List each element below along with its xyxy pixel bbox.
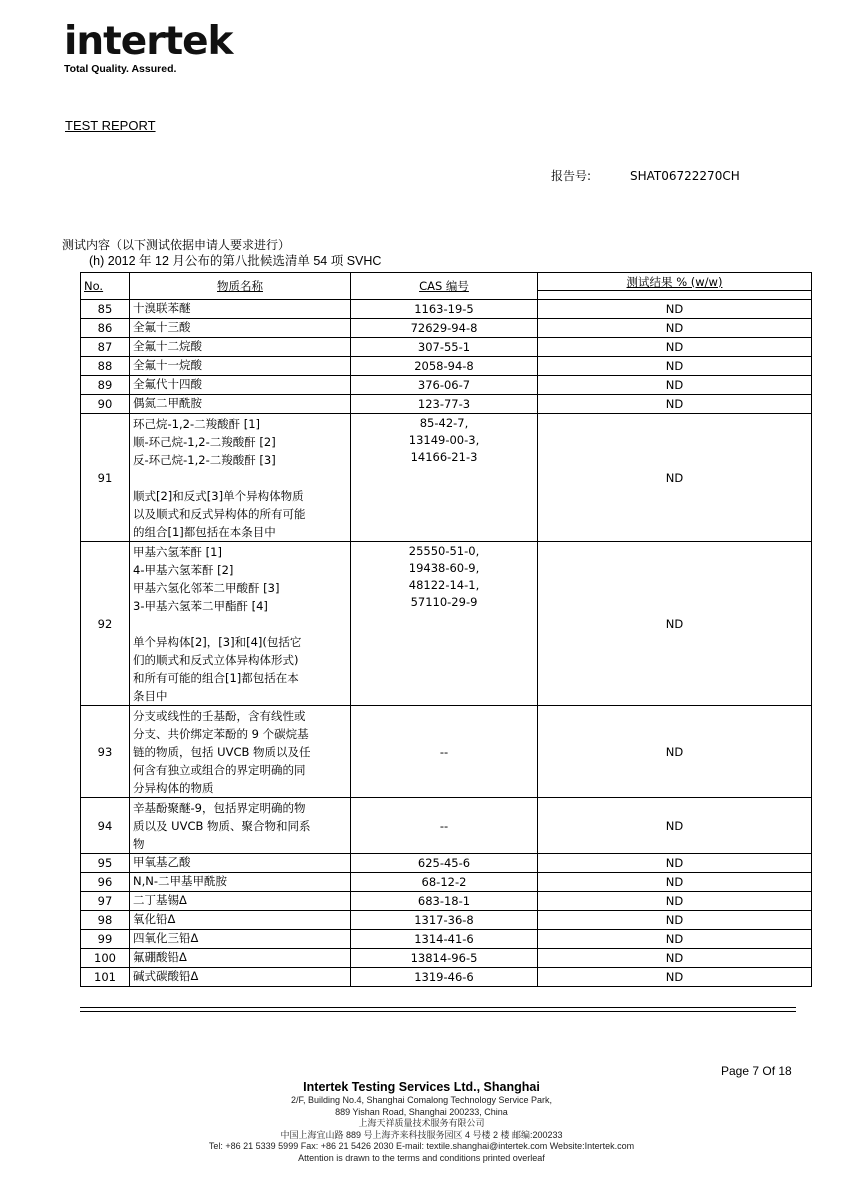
section-subheading: (h) 2012 年 12 月公布的第八批候选清单 54 项 SVHC [89, 254, 382, 268]
cell-substance-name [130, 930, 351, 949]
cell-cas-number [351, 542, 538, 706]
substance-name-line: 以及顺式和反式异构体的所有可能 [133, 507, 306, 521]
cell-no: 87 [81, 338, 130, 357]
cell-no: 96 [81, 873, 130, 892]
substance-name-line: 何含有独立或组合的界定明确的同 [133, 763, 306, 777]
report-number-value: SHAT06722270CH [630, 169, 740, 183]
footer-line: 上海天祥质量技术服务有限公司 [358, 1118, 485, 1128]
header-result-subcell [538, 291, 812, 300]
table-row [81, 414, 812, 542]
substance-name-line: 和所有可能的组合[1]都包括在本 [133, 671, 299, 685]
table-row [81, 892, 812, 911]
cell-test-result: ND [538, 300, 812, 319]
substance-name-line: 3-甲基六氢苯二甲酯酐 [4] [133, 599, 268, 613]
cell-cas-number [351, 968, 538, 987]
footer-company: Intertek Testing Services Ltd., Shanghai [303, 1080, 540, 1094]
cell-cas-number [351, 706, 538, 798]
substance-name-line [133, 469, 347, 487]
header-test-result: 测试结果 % (w/w) [538, 273, 812, 291]
substance-name-line: 二丁基锡Δ [133, 893, 187, 907]
cell-no: 97 [81, 892, 130, 911]
cell-no: 90 [81, 395, 130, 414]
cell-test-result: ND [538, 542, 812, 706]
cell-cas-number [351, 911, 538, 930]
table-row [81, 873, 812, 892]
cas-line: 683-18-1 [417, 893, 471, 908]
substance-name-line: N,N-二甲基甲酰胺 [133, 874, 228, 888]
substance-name-line: 分支、共价绑定苯酚的 9 个碳烷基 [133, 727, 309, 741]
cell-test-result: ND [538, 357, 812, 376]
footer-line: Tel: +86 21 5339 5999 Fax: +86 21 5426 2030 E-mail: textile.shanghai@intertek.com Website:Intertek.com [208, 1141, 635, 1151]
table-row [81, 798, 812, 854]
substance-name-line: 四氧化三铅Δ [133, 931, 199, 945]
cas-line: 25550-51-0, [408, 544, 480, 558]
page-number: Page 7 Of 18 [721, 1064, 792, 1078]
substance-name-line: 碱式碳酸铅Δ [133, 969, 199, 983]
table-row [81, 930, 812, 949]
test-section-heading [62, 237, 381, 269]
cell-no: 95 [81, 854, 130, 873]
cell-cas-number [351, 873, 538, 892]
cell-cas-number [351, 338, 538, 357]
substance-name-line: 甲氧基乙酸 [133, 855, 191, 869]
substance-name-line: 全氟代十四酸 [133, 377, 202, 391]
cell-substance-name [130, 300, 351, 319]
cas-line: 1319-46-6 [414, 969, 474, 984]
substance-name-line: 甲基六氢化邻苯二甲酸酐 [3] [133, 581, 280, 595]
cas-line: 48122-14-1, [408, 578, 480, 592]
substance-name-line: 辛基酚聚醚-9，包括界定明确的物 [133, 801, 306, 815]
cell-test-result: ND [538, 338, 812, 357]
cell-substance-name [130, 873, 351, 892]
logo-wordmark: intertek [64, 19, 233, 64]
cas-line: 1317-36-8 [414, 912, 474, 927]
cell-substance-name [130, 911, 351, 930]
report-number [551, 167, 740, 184]
cell-test-result: ND [538, 949, 812, 968]
cell-substance-name [130, 357, 351, 376]
cell-test-result: ND [538, 319, 812, 338]
substance-name-line: 条目中 [133, 689, 168, 703]
footer-line: Attention is drawn to the terms and conditions printed overleaf [298, 1152, 545, 1163]
cas-line: 123-77-3 [417, 396, 471, 411]
cell-test-result: ND [538, 873, 812, 892]
cell-test-result: ND [538, 395, 812, 414]
table-bottom-rule [80, 1007, 796, 1012]
cas-line: 68-12-2 [421, 874, 467, 889]
cas-line: 1163-19-5 [414, 301, 474, 316]
cell-no: 88 [81, 357, 130, 376]
substance-name-line: 偶氮二甲酰胺 [133, 396, 202, 410]
substance-name-line: 反-环己烷-1,2-二羧酸酐 [3] [133, 453, 276, 467]
cell-test-result: ND [538, 911, 812, 930]
substance-name-line: 环己烷-1,2-二羧酸酐 [1] [133, 417, 261, 431]
cas-line: -- [439, 744, 449, 759]
cell-cas-number [351, 300, 538, 319]
substance-name-line [133, 615, 347, 633]
cell-no: 85 [81, 300, 130, 319]
cas-line: 13149-00-3, [408, 433, 480, 447]
intertek-logo [64, 19, 233, 75]
table-row [81, 911, 812, 930]
cell-substance-name [130, 949, 351, 968]
report-number-label: 报告号: [551, 169, 592, 183]
table-row [81, 357, 812, 376]
cell-test-result: ND [538, 798, 812, 854]
table-row [81, 319, 812, 338]
header-no: No. [81, 273, 130, 300]
report-title: TEST REPORT [65, 118, 156, 133]
cell-cas-number [351, 357, 538, 376]
table-row [81, 542, 812, 706]
substance-name-line: 单个异构体[2]，[3]和[4](包括它 [133, 635, 302, 649]
cell-cas-number [351, 376, 538, 395]
cell-cas-number [351, 414, 538, 542]
substance-name-line: 链的物质，包括 UVCB 物质以及任 [133, 745, 311, 759]
section-heading: 测试内容（以下测试依据申请人要求进行） [62, 238, 291, 252]
cas-line: -- [439, 818, 449, 833]
cell-cas-number [351, 892, 538, 911]
table-row [81, 949, 812, 968]
cas-line: 307-55-1 [417, 339, 471, 354]
cell-substance-name [130, 376, 351, 395]
header-cas-number: CAS 编号 [351, 273, 538, 300]
substance-name-line: 分支或线性的壬基酚，含有线性或 [133, 709, 306, 723]
cell-no: 92 [81, 542, 130, 706]
footer-line: 中国上海宜山路 889 号上海齐来科技服务园区 4 号楼 2 楼 邮编:200233 [280, 1129, 563, 1140]
cell-no: 98 [81, 911, 130, 930]
cell-no: 101 [81, 968, 130, 987]
substance-name-line: 十溴联苯醚 [133, 301, 191, 315]
substance-name-line: 物 [133, 837, 145, 851]
cell-substance-name [130, 892, 351, 911]
cell-test-result: ND [538, 414, 812, 542]
table-row [81, 968, 812, 987]
cas-line: 72629-94-8 [410, 320, 478, 335]
substance-name-line: 的组合[1]都包括在本条目中 [133, 525, 276, 539]
table-row [81, 300, 812, 319]
cell-substance-name [130, 395, 351, 414]
cell-test-result: ND [538, 968, 812, 987]
cell-substance-name [130, 968, 351, 987]
substance-name-line: 全氟十二烷酸 [133, 339, 202, 353]
substance-name-line: 氧化铅Δ [133, 912, 176, 926]
cell-substance-name [130, 706, 351, 798]
cas-line: 13814-96-5 [410, 950, 478, 965]
header-substance-name: 物质名称 [130, 273, 351, 300]
cell-no: 93 [81, 706, 130, 798]
cell-cas-number [351, 949, 538, 968]
cell-no: 86 [81, 319, 130, 338]
cas-line: 57110-29-9 [410, 595, 478, 609]
cell-cas-number [351, 798, 538, 854]
cell-substance-name [130, 798, 351, 854]
substance-name-line: 们的顺式和反式立体异构体形式) [133, 653, 299, 667]
cas-line: 19438-60-9, [408, 561, 480, 575]
table-row [81, 376, 812, 395]
footer-line: 2/F, Building No.4, Shanghai Comalong Technology Service Park, [291, 1095, 552, 1105]
cell-no: 100 [81, 949, 130, 968]
table-row [81, 395, 812, 414]
footer-line: 889 Yishan Road, Shanghai 200233, China [335, 1106, 508, 1117]
cell-no: 94 [81, 798, 130, 854]
footer [0, 1080, 843, 1164]
cas-line: 14166-21-3 [410, 450, 478, 464]
table-row [81, 706, 812, 798]
cas-line: 625-45-6 [417, 855, 471, 870]
substance-name-line: 氟硼酸铅Δ [133, 950, 187, 964]
substance-name-line: 4-甲基六氢苯酐 [2] [133, 563, 234, 577]
cas-line: 2058-94-8 [414, 358, 474, 373]
cell-cas-number [351, 395, 538, 414]
cell-test-result: ND [538, 854, 812, 873]
cas-line: 376-06-7 [417, 377, 471, 392]
cell-cas-number [351, 319, 538, 338]
cell-substance-name [130, 338, 351, 357]
substance-name-line: 分异构体的物质 [133, 781, 214, 795]
logo-tagline: Total Quality. Assured. [64, 63, 177, 75]
cell-substance-name [130, 319, 351, 338]
cell-substance-name [130, 414, 351, 542]
cell-substance-name [130, 854, 351, 873]
cas-line: 1314-41-6 [414, 931, 474, 946]
table-row [81, 854, 812, 873]
cas-line: 85-42-7, [419, 416, 469, 430]
cell-substance-name [130, 542, 351, 706]
substance-name-line: 质以及 UVCB 物质、聚合物和同系 [133, 819, 311, 833]
cell-no: 91 [81, 414, 130, 542]
cell-no: 99 [81, 930, 130, 949]
substance-name-line: 顺-环己烷-1,2-二羧酸酐 [2] [133, 435, 276, 449]
substance-name-line: 顺式[2]和反式[3]单个异构体物质 [133, 489, 304, 503]
substance-name-line: 甲基六氢苯酐 [1] [133, 545, 222, 559]
table-row [81, 338, 812, 357]
cell-test-result: ND [538, 930, 812, 949]
substance-name-line: 全氟十三酸 [133, 320, 191, 334]
cell-no: 89 [81, 376, 130, 395]
cell-cas-number [351, 930, 538, 949]
cell-test-result: ND [538, 706, 812, 798]
cell-test-result: ND [538, 892, 812, 911]
substance-name-line: 全氟十一烷酸 [133, 358, 202, 372]
cell-test-result: ND [538, 376, 812, 395]
results-table [80, 272, 812, 987]
cell-cas-number [351, 854, 538, 873]
